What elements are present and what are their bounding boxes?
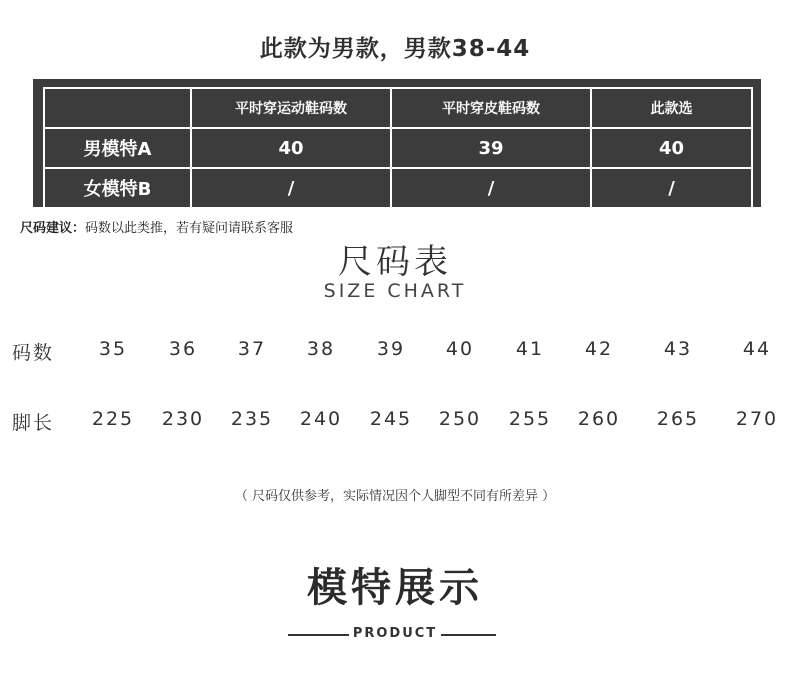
size-cell: 40 xyxy=(445,338,475,360)
size-chart-subtitle: SIZE CHART xyxy=(323,280,467,302)
size-cell: 39 xyxy=(376,338,406,360)
length-cell: 255 xyxy=(508,408,552,430)
model-size-table xyxy=(33,79,761,207)
advice-label: 尺码建议： xyxy=(20,221,86,236)
header-cell-leather: 平时穿皮鞋码数 xyxy=(391,88,591,128)
size-cell: 35 xyxy=(98,338,128,360)
showcase-subtitle xyxy=(0,626,790,641)
table-cell: 39 xyxy=(391,128,591,168)
table-row xyxy=(44,168,752,208)
size-row-label: 码数 xyxy=(12,342,55,364)
page-title: 此款为男款，男款38-44 xyxy=(259,36,531,62)
length-row-label: 脚长 xyxy=(12,412,55,434)
size-cell: 41 xyxy=(515,338,545,360)
size-cell: 37 xyxy=(237,338,267,360)
table-cell: / xyxy=(391,168,591,208)
header-cell-sports: 平时穿运动鞋码数 xyxy=(191,88,391,128)
row-label: 男模特A xyxy=(44,128,191,168)
length-cell: 260 xyxy=(577,408,621,430)
length-cell: 265 xyxy=(656,408,700,430)
model-table xyxy=(43,87,753,209)
row-label: 女模特B xyxy=(44,168,191,208)
table-row xyxy=(44,128,752,168)
table-cell: 40 xyxy=(191,128,391,168)
showcase-title: 模特展示 xyxy=(307,565,483,611)
table-header-row xyxy=(44,88,752,128)
length-cell: 245 xyxy=(369,408,413,430)
length-cell: 240 xyxy=(299,408,343,430)
table-cell: / xyxy=(191,168,391,208)
length-cell: 230 xyxy=(161,408,205,430)
size-cell: 43 xyxy=(663,338,693,360)
length-row xyxy=(0,408,790,438)
table-cell: / xyxy=(591,168,752,208)
length-cell: 250 xyxy=(438,408,482,430)
size-cell: 38 xyxy=(306,338,336,360)
length-cell: 225 xyxy=(91,408,135,430)
header-cell-choice: 此款选 xyxy=(591,88,752,128)
size-cell: 36 xyxy=(168,338,198,360)
size-cell: 42 xyxy=(584,338,614,360)
length-cell: 235 xyxy=(230,408,274,430)
length-cell: 270 xyxy=(735,408,779,430)
size-row xyxy=(0,338,790,368)
table-cell: 40 xyxy=(591,128,752,168)
size-chart-title: 尺码表 xyxy=(338,242,452,282)
advice-text: 码数以此类推，若有疑问请联系客服 xyxy=(85,221,294,236)
size-note: （ 尺码仅供参考，实际情况因个人脚型不同有所差异 ） xyxy=(234,489,556,504)
size-cell: 44 xyxy=(742,338,772,360)
header-cell-empty xyxy=(44,88,191,128)
showcase-subtitle-text: PRODUCT xyxy=(349,626,441,641)
